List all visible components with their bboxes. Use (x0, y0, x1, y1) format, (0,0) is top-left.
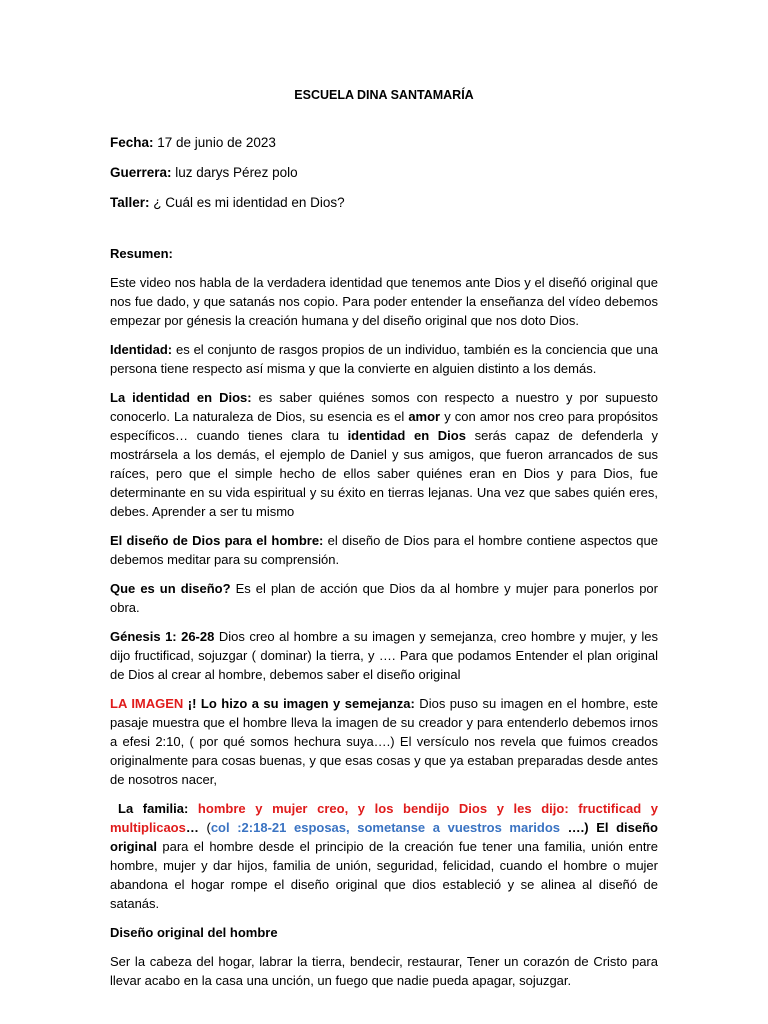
identity-in-god-label: La identidad en Dios: (110, 390, 252, 405)
identity-label: Identidad: (110, 342, 173, 357)
identity-in-god-text-3: serás capaz de defenderla y mostrársela a los demás, el ejemplo de Daniel y sus amigos, que fueron arrancados de sus raíces, pero que el simple hecho de ellos saber quiénes eran en Dios y para Dios, fue determinante en su vida espiritual y su éxito en tierras lejanas. Una vez que sabes quién eres, debes. Aprender a ser tu mismo (110, 428, 659, 519)
original-design-heading (110, 923, 658, 942)
identity-in-god-text-2: y con amor nos creo para propósitos específicos… cuando tienes clara tu (110, 409, 659, 443)
summary-heading (110, 244, 658, 263)
family-dots: … (185, 820, 199, 835)
summary-label: Resumen: (110, 246, 173, 261)
image-text: Dios puso su imagen en el hombre, este pasaje muestra que el hombre lleva la imagen de su creador y para entenderlo debemos irnos a efesi 2:10, ( por qué somos hechura suya….) El versículo nos revela que fuimos creados originalmente para cosas buenas, y que esas cosas y que ya estaban preparadas desde antes de nosotros nacer, (110, 696, 658, 787)
family-paragraph (110, 799, 658, 913)
what-is-design-paragraph (110, 579, 658, 617)
date-label: Fecha: (110, 135, 154, 150)
original-design-label: Diseño original del hombre (110, 925, 278, 940)
workshop-line (110, 193, 658, 212)
family-close-paren: ….) (560, 820, 589, 835)
design-label: El diseño de Dios para el hombre: (110, 533, 324, 548)
image-red-label: LA IMAGEN (110, 696, 184, 711)
identity-in-god-text-1: es saber quiénes somos con respecto a nuestro y por supuesto conocerlo. La naturaleza de Dios, su esencia es el (110, 390, 658, 424)
date-line (110, 133, 658, 152)
intro-paragraph: Este video nos habla de la verdadera identidad que tenemos ante Dios y el diseñó original que nos fue dado, y que satanás nos copio. Para poder entender la enseñanza del vídeo debemos empezar por génesis la creación humana y del diseño original que nos doto Dios. (110, 275, 658, 328)
document-title: ESCUELA DINA SANTAMARÍA (294, 88, 474, 102)
design-text: el diseño de Dios para el hombre contiene aspectos que debemos meditar para su comprensión. (110, 533, 658, 567)
family-text: para el hombre desde el principio de la creación fue tener una familia, unión entre hombre, mujer y dar hijos, familia de unión, seguridad, felicidad, cuando el hombre o mujer abandona el hogar rompe el diseño original que dios estableció y se alinea al diseñó de satanás. (110, 839, 658, 911)
what-is-design-text: Es el plan de acción que Dios da al hombre y mujer para ponerlos por obra. (110, 581, 658, 615)
date-value: 17 de junio de 2023 (153, 135, 276, 150)
family-red-text: hombre y mujer creo, y los bendijo Dios y les dijo: fructificad y multiplicaos (110, 801, 658, 835)
workshop-label: Taller: (110, 195, 150, 210)
genesis-text: Dios creo al hombre a su imagen y semejanza, creo hombre y mujer, y les dijo fructificad, sojuzgar ( dominar) la tierra, y …. Para que podamos Entender el plan original de Dios al crear al hombre, debemos saber el diseño original (110, 629, 658, 682)
family-blue-reference: col :2:18-21 esposas, sometanse a vuestros maridos (210, 820, 561, 835)
family-bold-text: El diseño original (110, 820, 658, 854)
original-design-paragraph: Ser la cabeza del hogar, labrar la tierra, bendecir, restaurar, Tener un corazón de Cristo para llevar acabo en la casa una unción, un fuego que nadie pueda apagar, sojuzgar. (110, 954, 658, 988)
family-open-paren: ( (206, 820, 211, 835)
identity-in-god-bold: identidad en Dios (347, 428, 466, 443)
image-paragraph (110, 694, 658, 789)
identity-in-god-paragraph (110, 388, 658, 521)
author-value: luz darys Pérez polo (171, 165, 298, 180)
image-bold-label: ¡! Lo hizo a su imagen y semejanza: (183, 696, 415, 711)
what-is-design-label: Que es un diseño? (110, 581, 231, 596)
author-label: Guerrera: (110, 165, 172, 180)
love-word: amor (408, 409, 441, 424)
family-label: La familia: (118, 801, 189, 816)
design-paragraph (110, 531, 658, 569)
genesis-label: Génesis 1: 26-28 (110, 629, 215, 644)
document-page (110, 86, 658, 1000)
author-line (110, 163, 658, 182)
workshop-value: ¿ Cuál es mi identidad en Dios? (149, 195, 345, 210)
genesis-paragraph (110, 627, 658, 684)
identity-text: es el conjunto de rasgos propios de un individuo, también es la conciencia que una persona tiene respecto así misma y que la convierte en alguien distinto a los demás. (110, 342, 658, 376)
identity-paragraph (110, 340, 658, 378)
